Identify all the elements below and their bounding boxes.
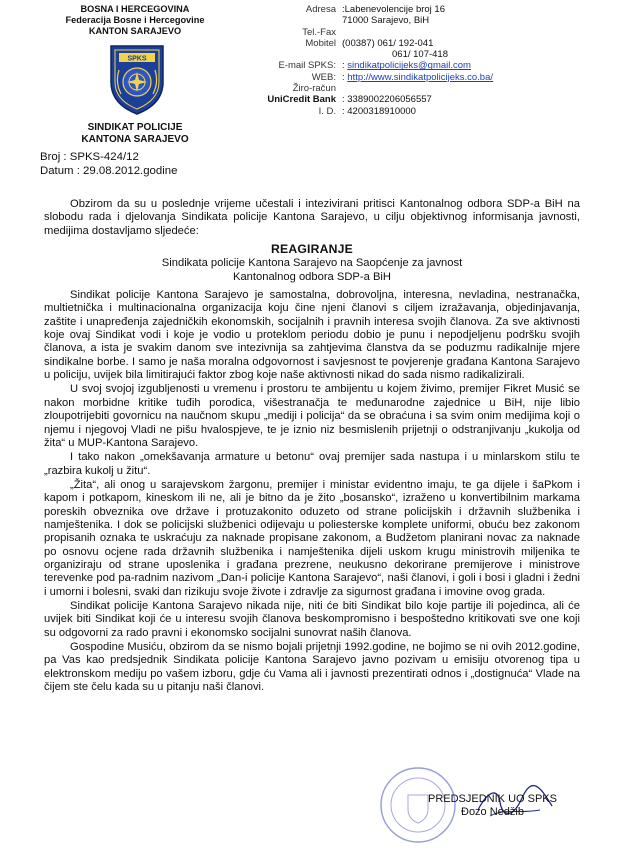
contact-row-telfax: Tel.-Fax xyxy=(302,26,336,38)
signatory-role: PREDSJEDNIK UO SPKS xyxy=(428,793,557,805)
org-line: Federacija Bosne i Hercegovine xyxy=(65,15,205,25)
letter-body xyxy=(44,198,580,694)
document-subtitle: Sindikata policije Kantona Sarajevo na Saopćenje za javnost xyxy=(161,257,463,270)
letterhead-organization xyxy=(50,4,220,37)
body-paragraph: „Žita“, ali onog u sarajevskom žargonu, premijer i ministar evidentno imaju, te ga dijele i šaPkom i kapom i potkapom, kineskom ili ne, ali je bitno da je žito „bosansko“, izraženo u konvertibilnim markama poreskih obveznika ove države i protuzakonito oduzeto od strane policijskih i državnih službenika i namještenika. I dok se policijski službenici odijevaju u poliesterske komplete uniformi, obuću bez zakonom propisanih oznaka te uskraćuju za naknade propisane zakonom, a Budžetom planirani novac za naknade po osnovu ocjene rada državnih službenika i namještenika dijeli uskom krugu ministrovih miljenika te organiziraju od strane uposlenika i građana prezrene, neukusno dekorirane premijerove i ministrove terevenke pod pa-radnim nazivom „Dan-i policije Kantona Sarajevo“, naši članovi, i goli i bosi i gladni i žedni i umorni i bolesni, svaki dan rizikuju svoje živote i zdravlje za sigurnost građana i imovine ovog grada. xyxy=(44,478,580,598)
document-subtitle: Kantonalnog odbora SDP-a BiH xyxy=(233,270,391,283)
body-paragraph: Gospodine Musiću, obzirom da se nismo bojali prijetnji 1992.godine, ne bojimo se ni ovih 2012.godine, pa Vas kao predsjednik Sindikata policije Kantona Sarajevo javno pozivam u emisiju otvorenog tipa u elektronskom mediju po vašem izboru, gdje ću Vama ali i javnosti prezentirati odnos i „dostignuća“ Vlade na čijem ste čelu kada su u pitanju naši članovi. xyxy=(44,641,580,694)
contact-row-mobitel: Mobitel (00387) 061/ 192-041 xyxy=(305,37,434,49)
contact-row-web: WEB: : http://www.sindikatpolicijeks.co.ba/ xyxy=(311,71,494,83)
contact-row-bank: UniCredit Bank : 3389002206056557 xyxy=(267,94,432,106)
org-line: KANTON SARAJEVO xyxy=(88,26,182,36)
email-link[interactable]: sindikatpolicijeks@gmail.com xyxy=(347,60,471,72)
signatory-name: Đozo Nedžib xyxy=(461,806,524,818)
intro-paragraph: Obzirom da su u poslednje vrijeme učestali i intezivirani pritisci Kantonalnog odbora SDP-a BiH na slobodu rada i djelovanja Sindikata policije Kantona Sarajevo, u cilju objektivnog informisanja javnosti, medijima dostavljamo sljedeće: xyxy=(44,198,580,237)
contact-row-email: E-mail SPKS: : sindikatpolicijeks@gmail.com xyxy=(278,60,471,72)
logo-text: SPKS xyxy=(127,55,147,63)
union-name xyxy=(50,122,220,146)
contact-row-mobitel-2: 061/ 107-418 xyxy=(392,49,448,61)
body-paragraph: Sindikat policije Kantona Sarajevo nikada nije, niti će biti Sindikat bilo koje partije ili pojedinca, ali će uvijek biti Sindikat koji će u interesu svojih članova beskompromisno i bespoštedno kritikovati sve one koji su odgovorni za rado pravni i ekonomsko socijalni sunovrat naših članova. xyxy=(44,599,580,639)
union-line: KANTONA SARAJEVO xyxy=(81,134,189,145)
contact-row-ziro: Žiro-račun xyxy=(292,83,336,95)
body-paragraph: Sindikat policije Kantona Sarajevo je samostalna, dobrovoljna, interesna, nevladina, nestranačka, multietnička i multinacionalna organizacija koju čine njeni članovi s ciljem izražavanja, objedinjavanja, zaštite i unapređenja zajedničkih ekonomskih, socijalnih i pravnih interesa svojih članova. Za sve aktivnosti koje ovaj Sindikat vodi i koje je vodio u proteklom periodu dobio je punu i nepodjeljenu podršku svojih članova, a ista je svakim danom sve intezivnija sa zahtjevima članstva da se poduzmu radikalnije mjere sindikalne borbe. I samo je naša moralna odgovornost i savjesnost te povjerenje građana Kantona Sarajevo u policiju, uvijek bila limitirajući faktor zbog koje naše aktivnosti nikad do sada nismo radikalizirali. xyxy=(44,289,580,382)
contact-row-city: 71000 Sarajevo, BiH xyxy=(342,15,430,27)
union-badge-logo xyxy=(105,42,169,116)
org-line: BOSNA I HERCEGOVINA xyxy=(80,4,190,14)
contact-block xyxy=(250,4,610,117)
union-line: SINDIKAT POLICIJE xyxy=(87,122,183,133)
contact-row-id: I. D. : 4200318910000 xyxy=(318,105,416,117)
reference-block xyxy=(40,150,177,178)
reference-date: Datum : 29.08.2012.godine xyxy=(40,165,178,177)
body-paragraph: I tako nakon „omekšavanja armature u betonu“ ovaj premijer sada nastupa i u minlarskom stilu te „razbira kukolj u žitu“. xyxy=(44,451,580,477)
document-title: REAGIRANJE xyxy=(271,242,353,257)
contact-row-address: Adresa :Labenevolencije broj 16 xyxy=(305,4,445,15)
body-paragraph: U svoj svojoj izgubljenosti u vremenu i prostoru te ambijentu u kojem živimo, premijer Fikret Musić se nakon morbidne kritike tuđih porodica, višestranačja te međunarodne zajednice u BiH, nije libio zloupotrijebiti govornicu na naučnom skupu „mediji i policija“ da se obraćuna i sa svim onim medijima koji o njemu i njegovoj Vladi ne pišu hvalospjeve, te je iznio niz besmislenih prijetnji o odstranjivanju „kukolja od žita“ u MUP-Kantona Sarajevo. xyxy=(44,383,580,449)
reference-number: Broj : SPKS-424/12 xyxy=(40,151,139,163)
website-link[interactable]: http://www.sindikatpolicijeks.co.ba/ xyxy=(347,71,494,83)
signature-block xyxy=(425,793,560,819)
